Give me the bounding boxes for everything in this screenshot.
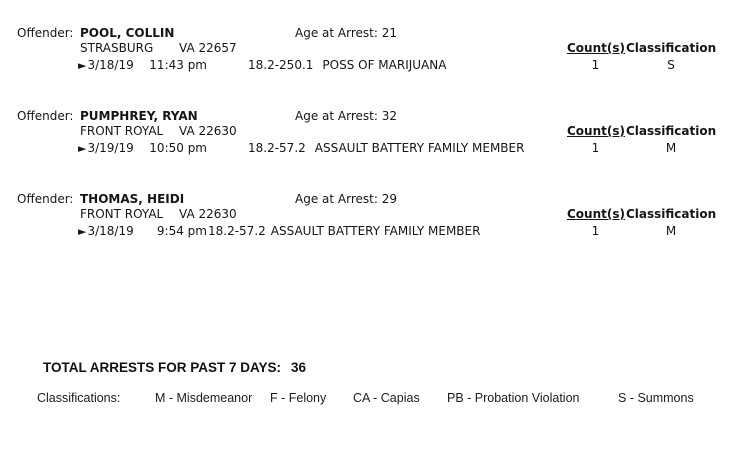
age-at-arrest [295, 26, 397, 40]
charge-description: POSS OF MARIJUANA [322, 58, 447, 72]
age-label: Age at Arrest: [295, 26, 378, 40]
charge-line [208, 224, 480, 238]
offender-state-zip: VA 22657 [179, 41, 237, 55]
classifications-label: Classifications: [37, 391, 121, 405]
arrest-arrow-icon: ► [78, 142, 88, 155]
counts-header: Count(s) [567, 41, 625, 55]
legend-item-probation-violation: PB - Probation Violation [447, 391, 580, 405]
counts-value: 1 [591, 58, 600, 72]
charge-code: 18.2-57.2 [248, 141, 306, 155]
classification-header: Classification [626, 207, 717, 221]
arrest-time: 10:50 pm [149, 141, 207, 155]
total-arrests-value: 36 [291, 360, 307, 375]
counts-value: 1 [591, 141, 600, 155]
offender-city: STRASBURG [80, 41, 154, 55]
age-value: 32 [381, 109, 397, 123]
classification-value: S [667, 58, 675, 72]
legend-item-misdemeanor: M - Misdemeanor [155, 391, 253, 405]
offender-name: PUMPHREY, RYAN [80, 109, 198, 123]
arrest-datetime [78, 224, 207, 239]
total-arrests-line [43, 361, 306, 375]
classification-value: M [665, 224, 677, 238]
offender-city: FRONT ROYAL [80, 207, 164, 221]
age-value: 21 [381, 26, 397, 40]
age-label: Age at Arrest: [295, 192, 378, 206]
offender-name: THOMAS, HEIDI [80, 192, 185, 206]
arrest-time: 9:54 pm [156, 224, 207, 238]
age-at-arrest [295, 192, 397, 206]
offender-label: Offender: [17, 109, 74, 123]
arrest-arrow-icon: ► [78, 225, 88, 238]
arrest-record [0, 109, 735, 169]
age-label: Age at Arrest: [295, 109, 378, 123]
arrest-arrow-icon: ► [78, 59, 88, 72]
counts-value: 1 [591, 224, 600, 238]
arrest-record [0, 26, 735, 86]
charge-description: ASSAULT BATTERY FAMILY MEMBER [270, 224, 481, 238]
legend-item-summons: S - Summons [618, 391, 694, 405]
charge-code: 18.2-57.2 [208, 224, 266, 238]
counts-header: Count(s) [567, 124, 625, 138]
charge-line [248, 141, 524, 155]
arrest-time: 11:43 pm [149, 58, 207, 72]
offender-state-zip: VA 22630 [179, 207, 237, 221]
charge-description: ASSAULT BATTERY FAMILY MEMBER [314, 141, 525, 155]
offender-label: Offender: [17, 26, 74, 40]
offender-city: FRONT ROYAL [80, 124, 164, 138]
offender-name: POOL, COLLIN [80, 26, 175, 40]
counts-header: Count(s) [567, 207, 625, 221]
arrest-date: 3/18/19 [87, 58, 134, 72]
classification-header: Classification [626, 41, 717, 55]
offender-state-zip: VA 22630 [179, 124, 237, 138]
total-arrests-label: TOTAL ARRESTS FOR PAST 7 DAYS: [43, 360, 282, 375]
charge-line [248, 58, 446, 72]
classification-legend [0, 391, 735, 409]
arrest-datetime [78, 58, 207, 73]
arrest-record [0, 192, 735, 252]
classification-header: Classification [626, 124, 717, 138]
arrest-datetime [78, 141, 207, 156]
age-at-arrest [295, 109, 397, 123]
classification-value: M [665, 141, 677, 155]
charge-code: 18.2-250.1 [248, 58, 314, 72]
arrest-date: 3/18/19 [87, 224, 134, 238]
arrest-date: 3/19/19 [87, 141, 134, 155]
age-value: 29 [381, 192, 397, 206]
offender-label: Offender: [17, 192, 74, 206]
legend-item-capias: CA - Capias [353, 391, 420, 405]
legend-item-felony: F - Felony [270, 391, 327, 405]
